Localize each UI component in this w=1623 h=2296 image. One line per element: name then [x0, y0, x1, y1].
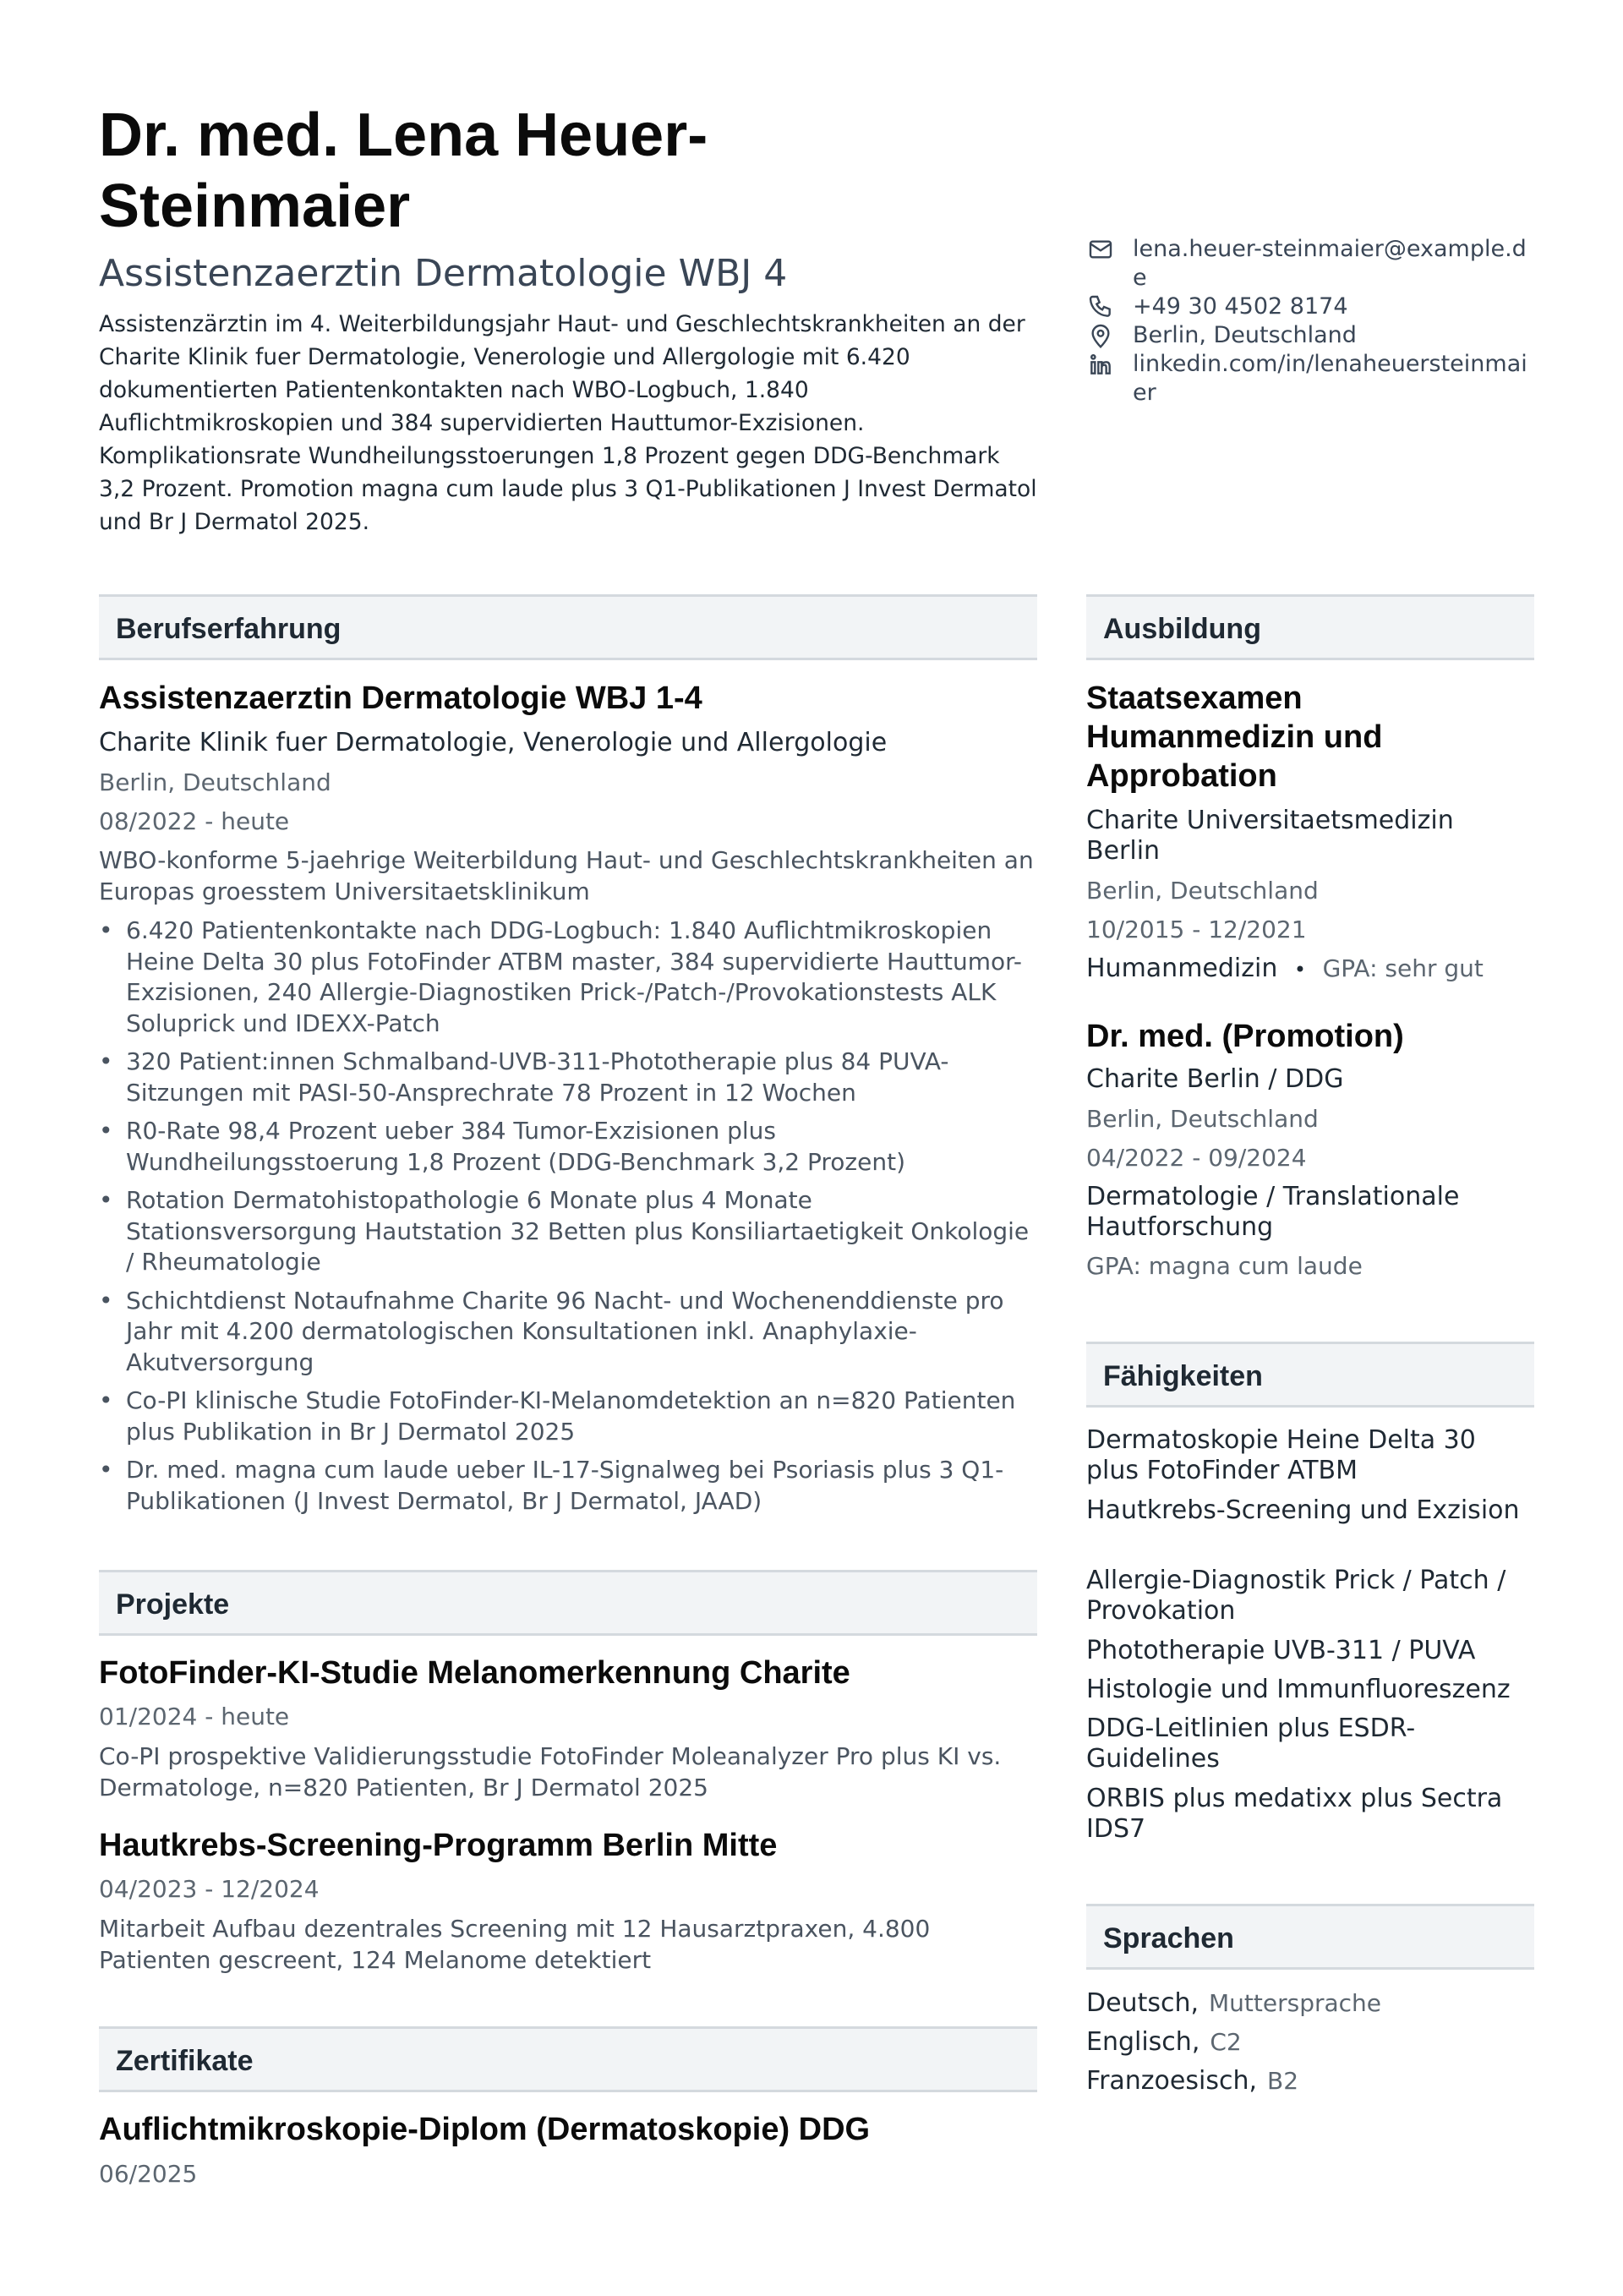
education-location: Berlin, Deutschland — [1086, 1105, 1319, 1133]
skill-item: ORBIS plus medatixx plus Sectra IDS7 — [1086, 1784, 1503, 1844]
language-name: Deutsch, — [1086, 1988, 1199, 2018]
phone-icon — [1085, 292, 1116, 321]
job-bullet: • Co-PI klinische Studie FotoFinder-KI-Melanomdetektion an n=820 Patienten plus Publikation in Br J Dermatol 2025 — [99, 1386, 1037, 1447]
section-header-experience — [99, 594, 1037, 660]
candidate-name: Dr. med. Lena Heuer-Steinmaier — [99, 101, 708, 240]
job-bullet: • Rotation Dermatohistopathologie 6 Monate plus 4 Monate Stationsversorgung Hautstation 32 Betten plus Konsiliartaetigkeit Onkologie / Rheumatologie — [99, 1185, 1037, 1278]
job-bullet-list — [99, 916, 1037, 1524]
language-name: Franzoesisch, — [1086, 2066, 1258, 2096]
contact-email[interactable] — [1085, 235, 1533, 292]
job-dates: 08/2022 - heute — [99, 807, 290, 835]
contact-linkedin[interactable] — [1085, 350, 1533, 407]
section-header-education — [1086, 594, 1534, 660]
project-description: Co-PI prospektive Validierungsstudie FotoFinder Moleanalyzer Pro plus KI vs. Dermatologe, n=820 Patienten, Br J Dermatol 2025 — [99, 1742, 1002, 1801]
language-name: Englisch, — [1086, 2027, 1200, 2057]
section-header-certificates — [99, 2026, 1037, 2092]
section-title: Fähigkeiten — [1103, 1360, 1263, 1392]
contact-block — [1085, 235, 1533, 407]
language-level: B2 — [1267, 2067, 1299, 2095]
section-title: Berufserfahrung — [116, 613, 342, 645]
section-header-skills — [1086, 1342, 1534, 1408]
language-level: Muttersprache — [1209, 1989, 1382, 2017]
location-pin-icon — [1085, 321, 1116, 350]
location-text: Berlin, Deutschland — [1133, 322, 1357, 348]
candidate-headline: Assistenzaerztin Dermatologie WBJ 4 — [99, 252, 788, 295]
skill-item: DDG-Leitlinien plus ESDR-Guidelines — [1086, 1714, 1416, 1774]
education-degree: Dr. med. (Promotion) — [1086, 1019, 1404, 1054]
language-item — [1086, 2066, 1298, 2096]
section-title: Projekte — [116, 1588, 230, 1621]
job-location: Berlin, Deutschland — [99, 768, 331, 796]
contact-phone[interactable] — [1085, 292, 1533, 321]
skill-item: Histologie und Immunfluoreszenz — [1086, 1675, 1511, 1704]
project-title: FotoFinder-KI-Studie Melanomerkennung Charite — [99, 1655, 850, 1691]
language-item — [1086, 1988, 1381, 2019]
job-bullet: • Dr. med. magna cum laude ueber IL-17-Signalweg bei Psoriasis plus 3 Q1-Publikationen (J Invest Dermatol, Br J Dermatol, JAAD) — [99, 1455, 1037, 1517]
job-bullet: • R0-Rate 98,4 Prozent ueber 384 Tumor-Exzisionen plus Wundheilungsstoerung 1,8 Prozent (DDG-Benchmark 3,2 Prozent) — [99, 1116, 1037, 1178]
project-dates: 01/2024 - heute — [99, 1703, 290, 1730]
section-header-languages — [1086, 1904, 1534, 1970]
skill-item: Hautkrebs-Screening und Exzision — [1086, 1495, 1520, 1525]
education-dates: 04/2022 - 09/2024 — [1086, 1144, 1307, 1172]
profile-summary: Assistenzärztin im 4. Weiterbildungsjahr Haut- und Geschlechtskrankheiten an der Charite Klinik fuer Dermatologie, Venerologie und Allergologie mit 6.420 dokumentierten Patientenkontakten nach WBO-Logbuch, 1.840 Auflichtmikroskopien und 384 supervidierten Hauttumor-Exzisionen. Komplikationsrate Wundheilungsstoerungen 1,8 Prozent gegen DDG-Benchmark 3,2 Prozent. Promotion magna cum laude plus 3 Q1-Publikationen J Invest Dermatol und Br J Dermatol 2025. — [99, 311, 1037, 535]
education-gpa: GPA: magna cum laude — [1086, 1252, 1363, 1280]
education-school: Charite Universitaetsmedizin Berlin — [1086, 806, 1454, 866]
education-gpa: GPA: sehr gut — [1322, 954, 1484, 982]
education-school: Charite Berlin / DDG — [1086, 1064, 1344, 1094]
separator: • — [1293, 958, 1307, 981]
language-level: C2 — [1210, 2028, 1242, 2056]
project-dates: 04/2023 - 12/2024 — [99, 1875, 320, 1903]
certificate-title: Auflichtmikroskopie-Diplom (Dermatoskopie) DDG — [99, 2112, 871, 2147]
section-title: Zertifikate — [116, 2045, 254, 2077]
mail-icon — [1085, 235, 1116, 264]
skill-item: Phototherapie UVB-311 / PUVA — [1086, 1636, 1476, 1665]
section-header-projects — [99, 1570, 1037, 1636]
certificate-date: 06/2025 — [99, 2160, 198, 2188]
job-bullet: • 6.420 Patientenkontakte nach DDG-Logbuch: 1.840 Auflichtmikroskopien Heine Delta 30 plus FotoFinder ATBM master, 384 supervidierte Hauttumor-Exzisionen, 240 Allergie-Diagnostiken Prick-/Patch-/Provokationstests ALK Soluprick und IDEXX-Patch — [99, 916, 1037, 1039]
linkedin-text: linkedin.com/in/lenaheuersteinmaier — [1133, 351, 1527, 406]
phone-text: +49 30 4502 8174 — [1133, 293, 1348, 320]
project-title: Hautkrebs-Screening-Programm Berlin Mitte — [99, 1828, 778, 1863]
job-employer: Charite Klinik fuer Dermatologie, Venerologie und Allergologie — [99, 728, 888, 757]
project-description: Mitarbeit Aufbau dezentrales Screening mit 12 Hausarztpraxen, 4.800 Patienten gescreent, 124 Melanome detektiert — [99, 1915, 931, 1974]
education-field-row — [1086, 954, 1484, 985]
section-title: Sprachen — [1103, 1922, 1234, 1954]
education-location: Berlin, Deutschland — [1086, 877, 1319, 905]
education-dates: 10/2015 - 12/2021 — [1086, 916, 1307, 943]
language-item — [1086, 2027, 1242, 2058]
education-field: Dermatologie / Translationale Hautforschung — [1086, 1182, 1460, 1242]
skill-item: Dermatoskopie Heine Delta 30 plus FotoFinder ATBM — [1086, 1425, 1476, 1485]
job-description: WBO-konforme 5-jaehrige Weiterbildung Haut- und Geschlechtskrankheiten an Europas groesstem Universitaetsklinikum — [99, 846, 1034, 905]
contact-location — [1085, 321, 1533, 350]
education-field: Humanmedizin — [1086, 954, 1278, 983]
email-text: lena.heuer-steinmaier@example.de — [1133, 236, 1527, 291]
job-bullet: • 320 Patient:innen Schmalband-UVB-311-Phototherapie plus 84 PUVA-Sitzungen mit PASI-50-Ansprechrate 78 Prozent in 12 Wochen — [99, 1047, 1037, 1108]
linkedin-icon — [1085, 350, 1116, 379]
skill-item: Allergie-Diagnostik Prick / Patch / Provokation — [1086, 1566, 1506, 1626]
education-degree: Staatsexamen Humanmedizin und Approbation — [1086, 681, 1383, 794]
section-title: Ausbildung — [1103, 613, 1261, 645]
job-title: Assistenzaerztin Dermatologie WBJ 1-4 — [99, 681, 702, 716]
job-bullet: • Schichtdienst Notaufnahme Charite 96 Nacht- und Wochenenddienste pro Jahr mit 4.200 dermatologischen Konsultationen inkl. Anaphylaxie-Akutversorgung — [99, 1286, 1037, 1379]
